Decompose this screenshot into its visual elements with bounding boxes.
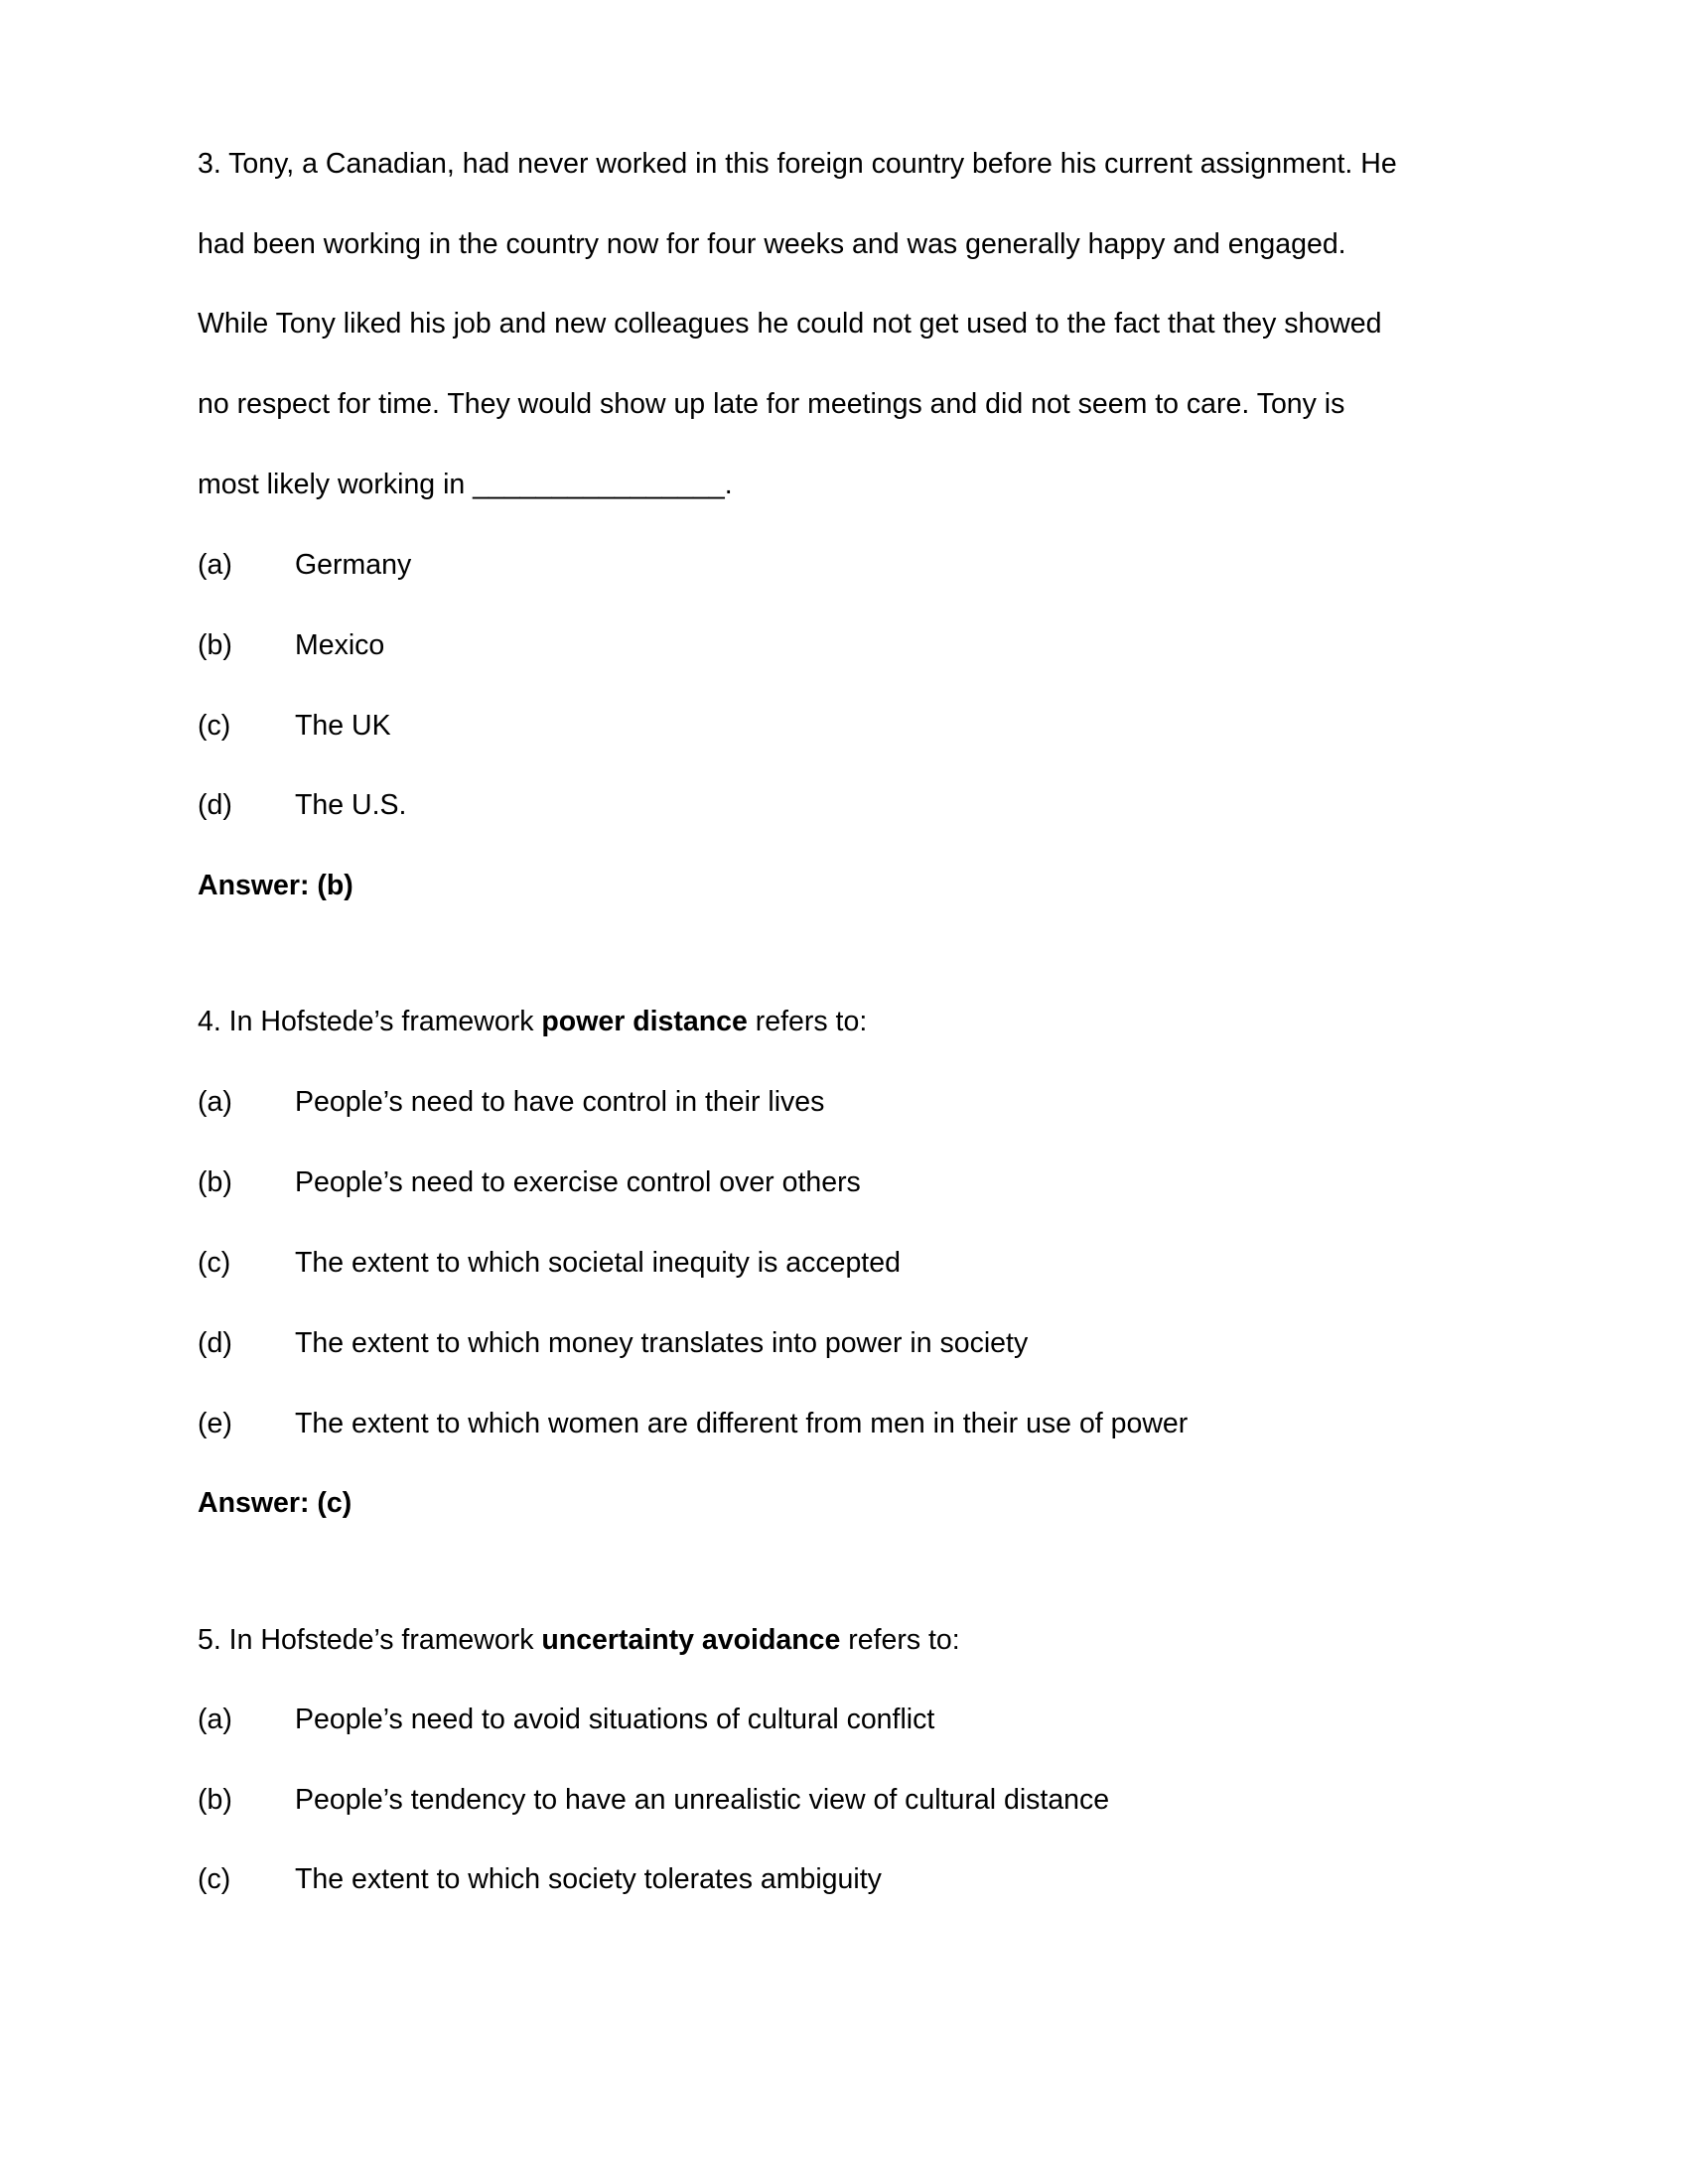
question-prefix: 4. In Hofstede’s framework — [198, 1006, 542, 1037]
answer: Answer: (c) — [198, 1487, 352, 1519]
option-text: The extent to which society tolerates ambiguity — [295, 1863, 882, 1895]
option-text: The UK — [295, 710, 391, 742]
question-text — [198, 1004, 867, 1039]
question-text-line: no respect for time. They would show up late for meetings and did not seem to care. Tony is — [198, 388, 1345, 420]
option-text: People’s need to have control in their lives — [295, 1086, 825, 1118]
key-term: power distance — [541, 1006, 748, 1037]
question-suffix: refers to: — [747, 1006, 868, 1037]
question-prefix: 5. In Hofstede’s framework — [198, 1624, 542, 1656]
option-text: People’s need to avoid situations of cultural conflict — [295, 1704, 935, 1735]
option-label: (a) — [198, 1086, 232, 1118]
option-text: The extent to which women are different from men in their use of power — [295, 1408, 1189, 1439]
option-text: Mexico — [295, 629, 385, 661]
question-text-line: most likely working in ________________. — [198, 469, 733, 500]
option-label: (d) — [198, 1327, 232, 1359]
option-label: (c) — [198, 1863, 231, 1895]
option-label: (b) — [198, 1166, 232, 1198]
option-text: The U.S. — [295, 789, 407, 821]
question-text-line: had been working in the country now for four weeks and was generally happy and engaged. — [198, 228, 1346, 260]
option-text: The extent to which societal inequity is accepted — [295, 1247, 901, 1279]
option-text: Germany — [295, 549, 412, 581]
question-text — [198, 1622, 960, 1658]
option-label: (c) — [198, 710, 231, 742]
option-label: (c) — [198, 1247, 231, 1279]
question-text-line: While Tony liked his job and new colleagues he could not get used to the fact that they showed — [198, 308, 1382, 340]
option-label: (b) — [198, 629, 232, 661]
option-label: (a) — [198, 549, 232, 581]
question-text-line: 3. Tony, a Canadian, had never worked in this foreign country before his current assignment. He — [198, 148, 1397, 180]
option-text: People’s need to exercise control over others — [295, 1166, 861, 1198]
question-suffix: refers to: — [840, 1624, 960, 1656]
option-label: (b) — [198, 1784, 232, 1816]
key-term: uncertainty avoidance — [541, 1624, 841, 1656]
option-label: (e) — [198, 1408, 232, 1439]
option-text: The extent to which money translates into power in society — [295, 1327, 1029, 1359]
answer: Answer: (b) — [198, 870, 353, 901]
option-label: (d) — [198, 789, 232, 821]
option-label: (a) — [198, 1704, 232, 1735]
option-text: People’s tendency to have an unrealistic view of cultural distance — [295, 1784, 1110, 1816]
